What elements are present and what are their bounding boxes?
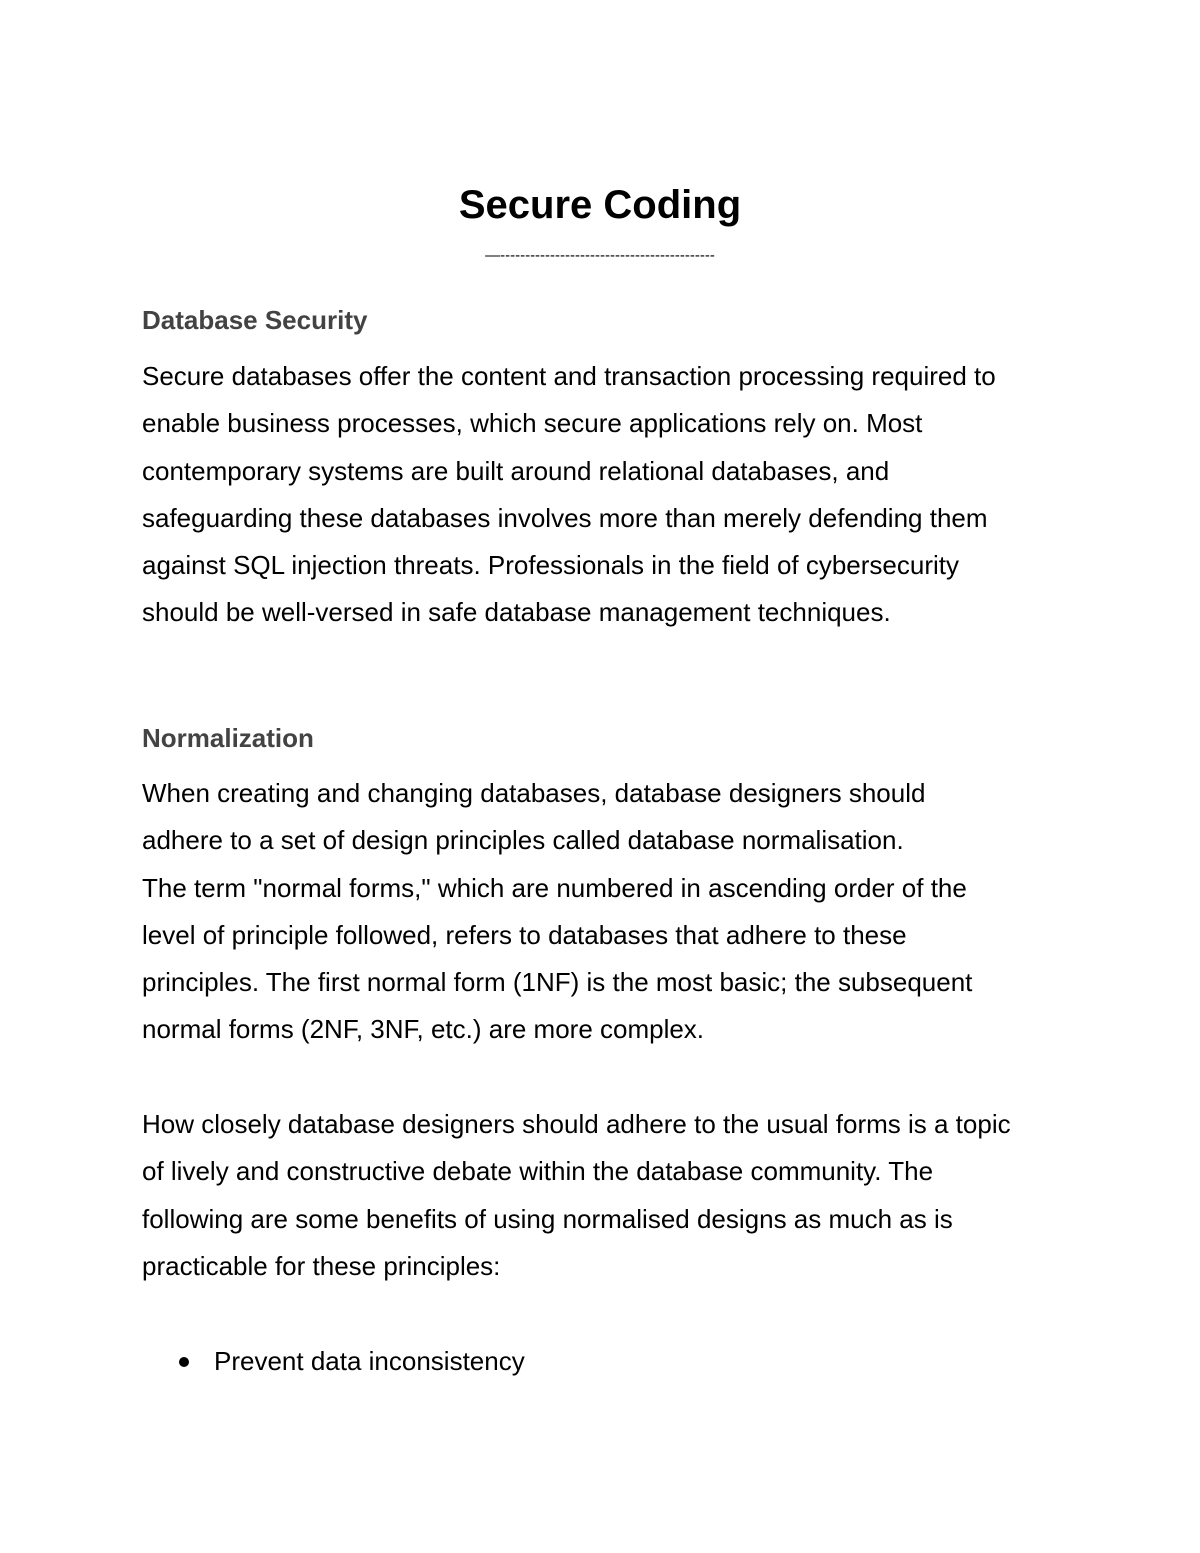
paragraph-line: When creating and changing databases, database designers should: [142, 778, 926, 808]
section-heading-normalization: Normalization: [142, 723, 314, 753]
database-security-paragraph: [142, 353, 1072, 637]
paragraph-line: Secure databases offer the content and transaction processing required to: [142, 361, 996, 391]
bullet-icon: [179, 1357, 189, 1367]
paragraph-line: against SQL injection threats. Professionals in the field of cybersecurity: [142, 550, 960, 581]
paragraph-line: enable business processes, which secure applications rely on. Most: [142, 408, 923, 439]
title-divider: —-------------------------------------------: [485, 247, 715, 264]
list-item-text: Prevent data inconsistency: [214, 1346, 525, 1376]
section-heading-database-security: Database Security: [142, 305, 368, 335]
paragraph-line: safeguarding these databases involves more than merely defending them: [142, 502, 988, 533]
paragraph-line: adhere to a set of design principles called database normalisation.: [142, 825, 904, 856]
paragraph-line: How closely database designers should adhere to the usual forms is a topic: [142, 1109, 1011, 1139]
paragraph-line: The term "normal forms," which are numbered in ascending order of the: [142, 872, 967, 903]
normalization-paragraph-2: [142, 1101, 1072, 1290]
paragraph-line: of lively and constructive debate within the database community. The: [142, 1156, 934, 1187]
paragraph-line: contemporary systems are built around relational databases, and: [142, 455, 890, 486]
paragraph-line: following are some benefits of using normalised designs as much as is: [142, 1203, 953, 1234]
normalization-paragraph-1: [142, 770, 1072, 1054]
paragraph-line: principles. The first normal form (1NF) is the most basic; the subsequent: [142, 967, 973, 998]
paragraph-line: level of principle followed, refers to databases that adhere to these: [142, 919, 907, 950]
benefits-list: [142, 1338, 525, 1385]
paragraph-line: normal forms (2NF, 3NF, etc.) are more complex.: [142, 1014, 705, 1045]
document-title: Secure Coding: [458, 183, 742, 227]
paragraph-line: should be well-versed in safe database management techniques.: [142, 597, 891, 628]
list-item: [142, 1338, 525, 1385]
paragraph-line: practicable for these principles:: [142, 1250, 501, 1281]
